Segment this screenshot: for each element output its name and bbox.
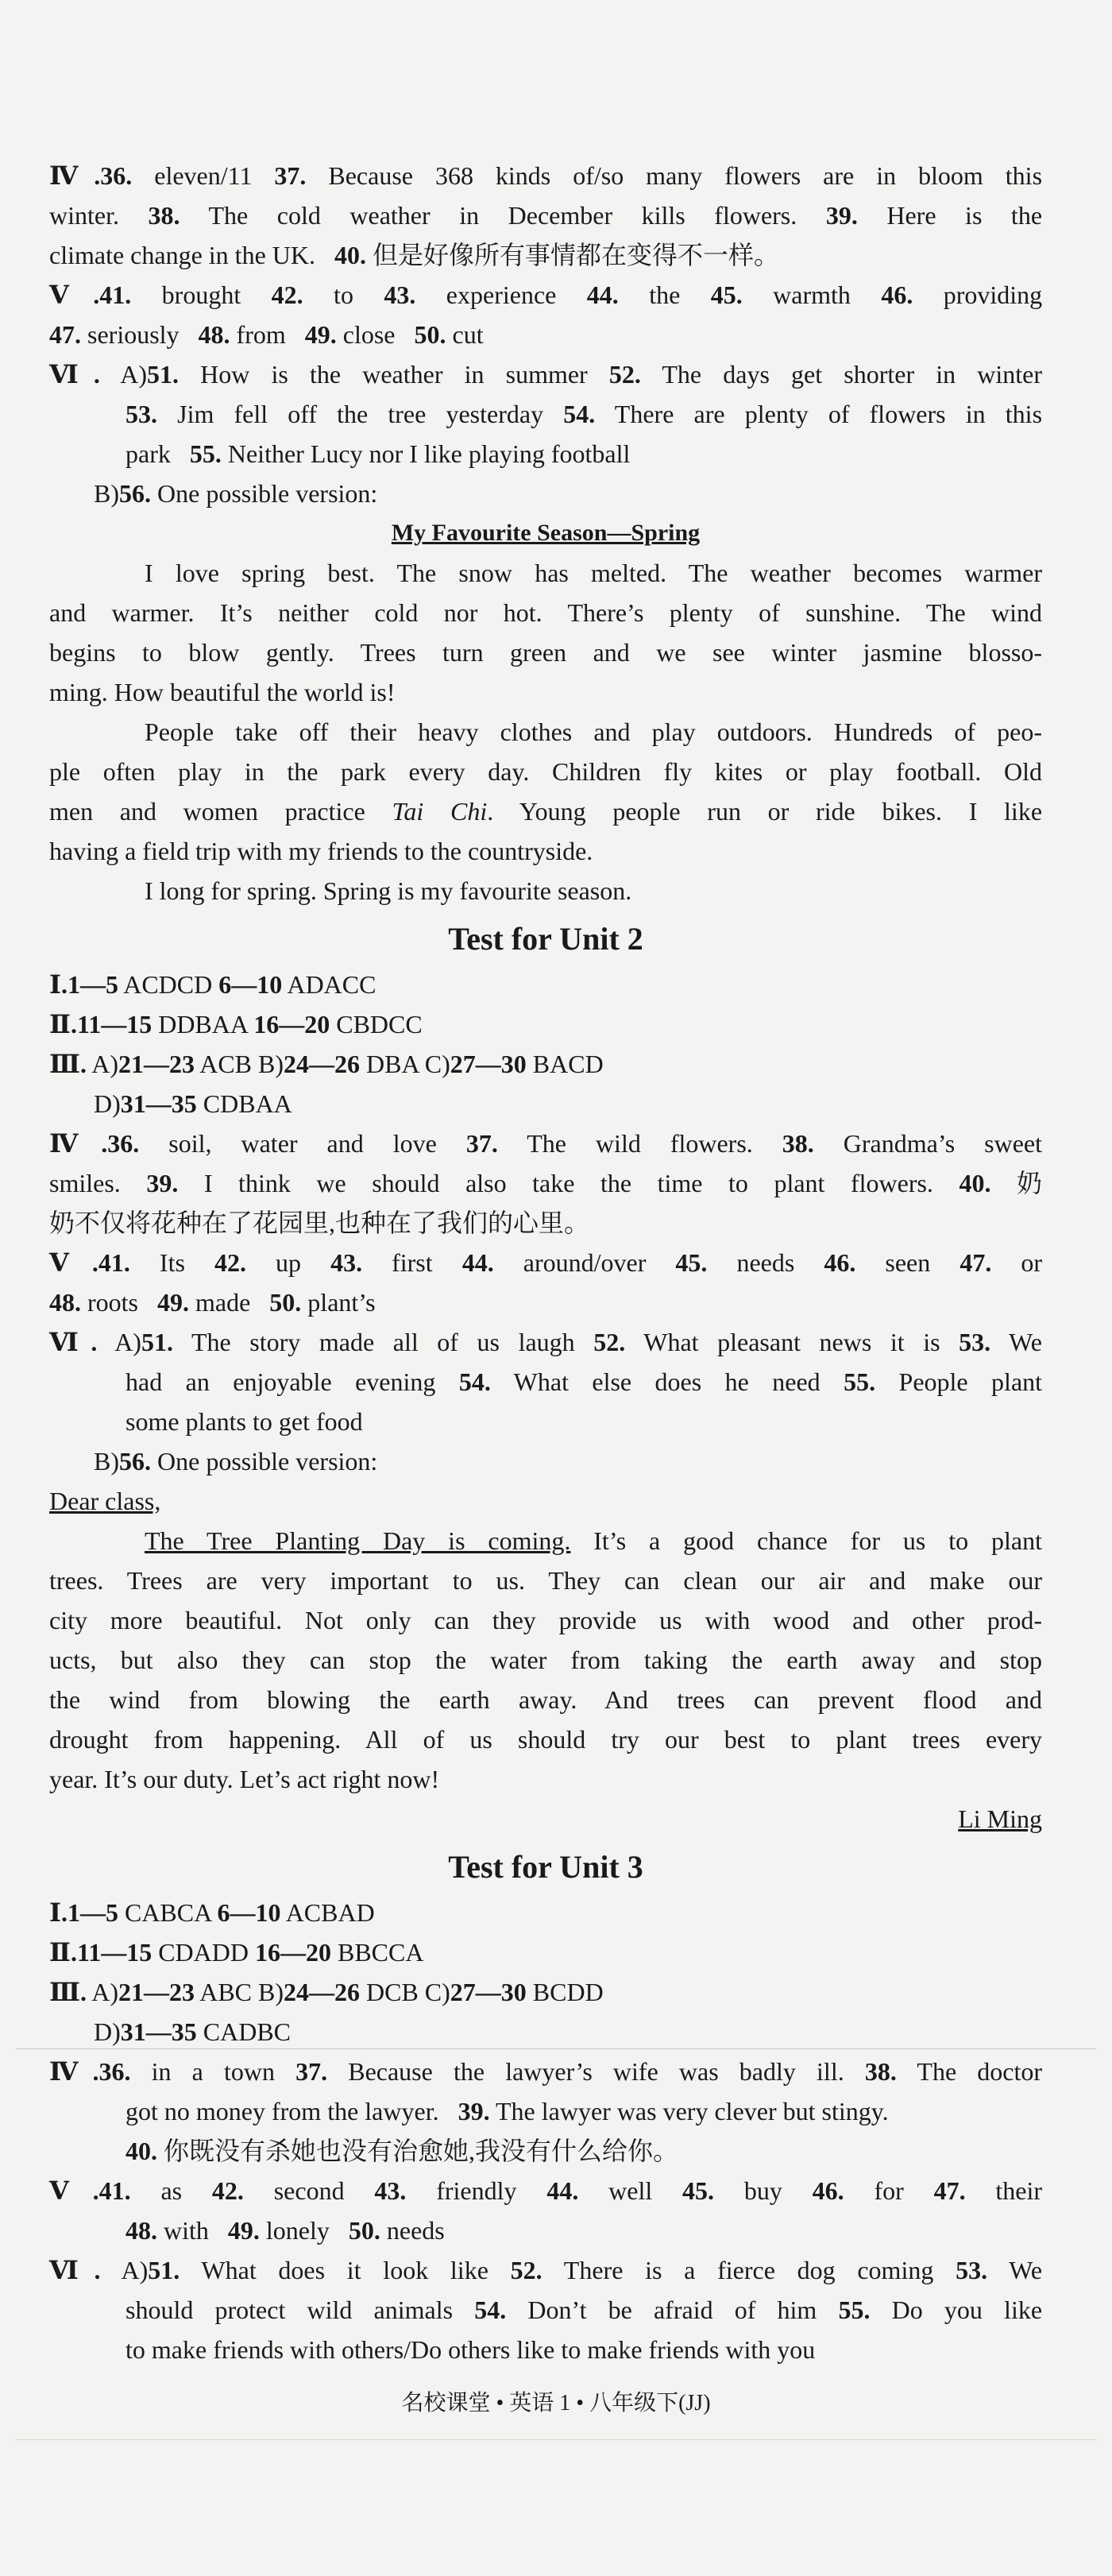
answer-line: 40. 你既没有杀她也没有治愈她,我没有什么给你。 — [125, 2137, 679, 2165]
answer-line: some plants to get food — [125, 1407, 363, 1436]
essay-line: I long for spring. Spring is my favourite season. — [145, 876, 632, 905]
answer-line: park 55. Neither Lucy nor I like playing football — [125, 439, 631, 468]
answer-line: Ⅲ. A)21—23 ACB B)24—26 DBA C)27—30 BACD — [49, 1050, 604, 1078]
answer-line: D)31—35 CDBAA — [94, 1089, 292, 1118]
letter-line: drought from happening. All of us should try our best to plant trees every — [49, 1725, 1042, 1754]
answer-line: got no money from the lawyer. 39. The lawyer was very clever but stingy. — [125, 2097, 889, 2125]
answer-line: Ⅵ. A)51. The story made all of us laugh 52. What pleasant news it is 53. We — [49, 1328, 1042, 1356]
page-footer: 名校课堂 • 英语 1 • 八年级下(JJ) — [401, 2391, 711, 2415]
answer-line: Ⅱ.11—15 CDADD 16—20 BBCCA — [49, 1938, 424, 1967]
answer-line: Ⅴ.41. Its 42. up 43. first 44. around/over 45. needs 46. seen 47. or — [49, 1248, 1043, 1277]
answer-line: climate change in the UK. 40. 但是好像所有事情都在变得不一样。 — [49, 241, 779, 269]
letter-line: The Tree Planting Day is coming. It’s a good chance for us to plant — [145, 1526, 1043, 1555]
answer-line: to make friends with others/Do others like to make friends with you — [125, 2335, 816, 2364]
essay-line: begins to blow gently. Trees turn green and we see winter jasmine blosso- — [49, 638, 1042, 667]
fold-line — [16, 2048, 1096, 2049]
answer-line: 47. seriously 48. from 49. close 50. cut — [49, 320, 484, 349]
essay-line: People take off their heavy clothes and play outdoors. Hundreds of peo- — [145, 717, 1042, 746]
essay-line: having a field trip with my friends to the countryside. — [49, 837, 593, 865]
answer-line: Ⅰ.1—5 CABCA 6—10 ACBAD — [49, 1898, 375, 1927]
answer-line: Ⅰ.1—5 ACDCD 6—10 ADACC — [49, 970, 376, 999]
answer-line: Ⅲ. A)21—23 ABC B)24—26 DCB C)27—30 BCDD — [49, 1978, 604, 2006]
essay-title: My Favourite Season—Spring — [391, 520, 701, 546]
answer-line: winter. 38. The cold weather in December kills flowers. 39. Here is the — [49, 201, 1043, 230]
essay-line: and warmer. It’s neither cold nor hot. There’s plenty of sunshine. The wind — [49, 598, 1042, 627]
answer-line: Ⅴ.41. brought 42. to 43. experience 44. the 45. warmth 46. providing — [49, 280, 1043, 309]
letter-signature: Li Ming — [958, 1804, 1042, 1833]
answer-line: Ⅵ. A)51. What does it look like 52. There is a fierce dog coming 53. We — [49, 2256, 1043, 2284]
footer-divider — [16, 2439, 1096, 2440]
letter-line: the wind from blowing the earth away. And trees can prevent flood and — [49, 1685, 1042, 1714]
answer-line: D)31—35 CADBC — [94, 2017, 292, 2046]
essay-line: I love spring best. The snow has melted. The weather becomes warmer — [145, 559, 1042, 587]
answer-line: 48. with 49. lonely 50. needs — [125, 2216, 445, 2245]
letter-line: city more beautiful. Not only can they provide us with wood and other prod- — [49, 1606, 1042, 1634]
answer-line: Ⅴ.41. as 42. second 43. friendly 44. well 45. buy 46. for 47. their — [49, 2176, 1043, 2205]
answer-line: Ⅳ.36. eleven/11 37. Because 368 kinds of/so many flowers are in bloom this — [49, 161, 1043, 190]
answer-line: should protect wild animals 54. Don’t be afraid of him 55. Do you like — [125, 2296, 1043, 2324]
essay-line: men and women practice Tai Chi. Young people run or ride bikes. I like — [49, 797, 1043, 826]
unit-2-heading: Test for Unit 2 — [448, 921, 643, 957]
answer-line: Ⅳ.36. in a town 37. Because the lawyer’s wife was badly ill. 38. The doctor — [49, 2057, 1043, 2086]
answer-line: smiles. 39. I think we should also take the time to plant flowers. 40. 奶 — [49, 1169, 1043, 1197]
answer-line: B)56. One possible version: — [94, 1447, 378, 1476]
unit-3-heading: Test for Unit 3 — [448, 1849, 643, 1885]
letter-line: ucts, but also they can stop the water from taking the earth away and stop — [49, 1646, 1042, 1674]
answer-line: had an enjoyable evening 54. What else does he need 55. People plant — [125, 1367, 1043, 1396]
answer-line: Ⅱ.11—15 DDBAA 16—20 CBDCC — [49, 1010, 423, 1039]
letter-line: trees. Trees are very important to us. They can clean our air and make our — [49, 1566, 1042, 1595]
answer-line: Ⅵ. A)51. How is the weather in summer 52. The days get shorter in winter — [49, 360, 1042, 389]
answer-line: Ⅳ.36. soil, water and love 37. The wild flowers. 38. Grandma’s sweet — [49, 1129, 1043, 1158]
answer-line: 48. roots 49. made 50. plant’s — [49, 1288, 376, 1317]
essay-line: ming. How beautiful the world is! — [49, 678, 396, 706]
letter-greeting: Dear class, — [49, 1487, 161, 1515]
letter-line: year. It’s our duty. Let’s act right now! — [49, 1765, 440, 1793]
answer-content — [49, 156, 1042, 2369]
answer-line: 奶不仅将花种在了花园里,也种在了我们的心里。 — [49, 1209, 590, 1237]
answer-line: B)56. One possible version: — [94, 479, 378, 508]
answer-line: 53. Jim fell off the tree yesterday 54. There are plenty of flowers in this — [125, 400, 1043, 428]
essay-line: ple often play in the park every day. Children fly kites or play football. Old — [49, 757, 1042, 786]
